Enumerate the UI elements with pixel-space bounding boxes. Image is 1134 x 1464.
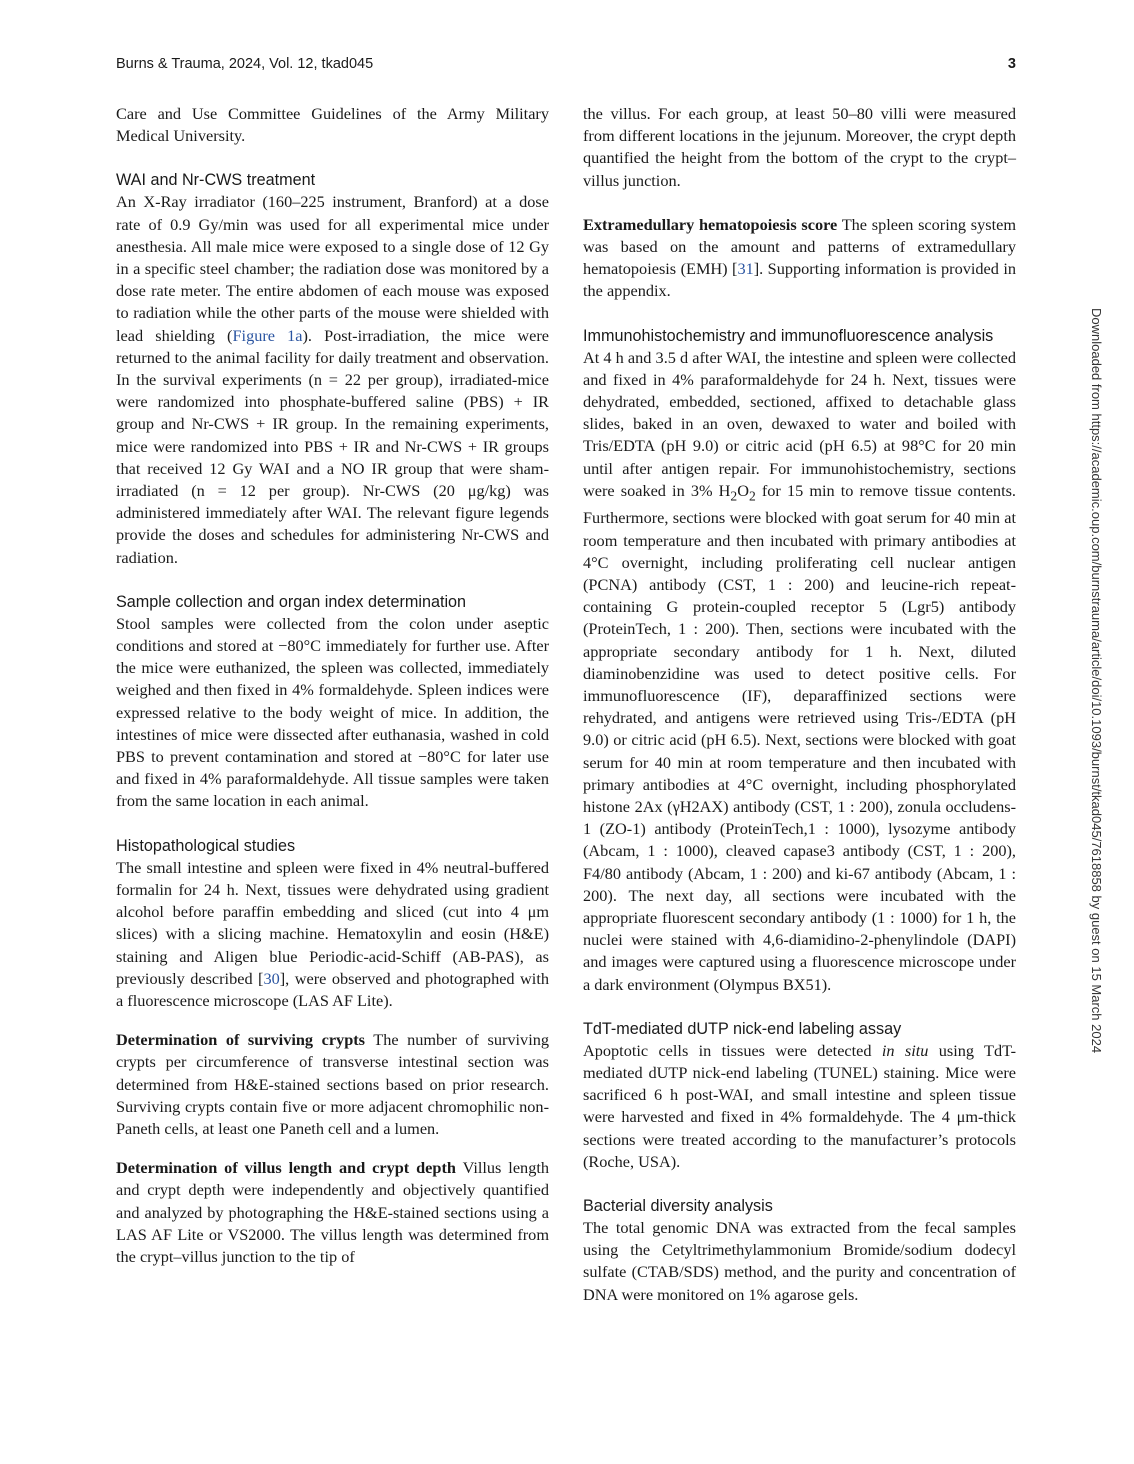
running-header <box>116 56 1016 78</box>
right-column <box>583 103 1016 1306</box>
reference-link[interactable]: 31 <box>737 259 754 279</box>
villus-paragraph <box>116 1157 549 1268</box>
tunel-paragraph <box>583 1040 1016 1173</box>
page-number: 3 <box>1007 56 1016 72</box>
subscript: 2 <box>730 488 738 504</box>
emh-text-1: The spleen scoring system was based on the amount and patterns of extramedullary hematopoiesis (EMH) [ <box>583 214 1016 279</box>
villus-title: Determination of villus length and crypt depth <box>116 1158 456 1178</box>
intro-continuation: Care and Use Committee Guidelines of the Army Military Medical University. <box>116 104 549 146</box>
subscript: 2 <box>748 488 756 504</box>
crypts-title: Determination of surviving crypts <box>116 1030 366 1050</box>
villus-continuation: the villus. For each group, at least 50–80 villi were measured from different locations in the jejunum. Moreover, the crypt depth quantified the height from the bottom of the crypt to the crypt–villus junction. <box>583 104 1016 190</box>
figure-link[interactable]: Figure 1a <box>232 325 303 345</box>
histo-text-2: ], were observed and photographed with a fluorescence microscope (LAS AF Lite). <box>116 968 549 1010</box>
ihc-text-o: O <box>737 480 749 500</box>
bacterial-paragraph: The total genomic DNA was extracted from the fecal samples using the Cetyltrimethylammonium Bromide/sodium dodecyl sulfate (CTAB/SDS) method, and the purity and concentration of DNA were monitored on 1% agarose gels. <box>583 1217 1016 1304</box>
left-column <box>116 103 549 1268</box>
sample-paragraph: Stool samples were collected from the colon under aseptic conditions and stored at −80°C immediately for further use. After the mice were euthanized, the spleen was collected, immediately weighed and then fixed in 4% formaldehyde. Spleen indices were expressed relative to the body weight of mice. In addition, the intestines of mice were dissected after euthanasia, washed in cold PBS to prevent contamination and stored at −80°C for later use and fixed in 4% paraformaldehyde. All tissue samples were taken from the same location in each animal. <box>116 613 549 811</box>
section-heading-bacterial: Bacterial diversity analysis <box>583 1196 773 1215</box>
histo-text-1: The small intestine and spleen were fixed in 4% neutral-buffered formalin for 24 h. Next, tissues were dehydrated using gradient alcohol before paraffin embedding and sliced (cut into 4 μm slices) with a slicing machine. Hematoxylin and eosin (H&E) staining and Aligen blue Periodic-acid-Schiff (AB-PAS), as previously described [ <box>116 857 549 988</box>
in-situ: in situ <box>881 1040 929 1060</box>
ihc-text-1: At 4 h and 3.5 d after WAI, the intestine and spleen were collected and fixed in 4% paraformaldehyde for 24 h. Next, tissues were dehydrated, embedded, sectioned, affixed to detachable glass slides, baked in an oven, dewaxed to water and boiled with Tris/EDTA (pH 9.0) or citric acid (pH 6.5) at 98°C for 20 min until after antigen repair. For immunohistochemistry, sections were soaked in 3% H <box>583 347 1016 500</box>
crypts-text: The number of surviving crypts per circumference of transverse intestinal section was determined from H&E-stained sections based on prior research. Surviving crypts contain five or more adjacent chromophilic non-Paneth cells, at least one Paneth cell and a lumen. <box>116 1030 549 1138</box>
tunel-text-2: using TdT-mediated dUTP nick-end labeling (TUNEL) staining. Mice were sacrificed 6 h post-WAI, and small intestine and spleen tissue were harvested and fixed in 4% formaldehyde. The 4 μm-thick sections were treated according to the manufacturer’s protocols (Roche, USA). <box>583 1040 1016 1171</box>
wai-text-2: ). Post-irradiation, the mice were returned to the animal facility for daily treatment and observation. In the survival experiments (n = 22 per group), irradiated-mice were randomized into phosphate-buffered saline (PBS) + IR group and Nr-CWS + IR group. In the remaining experiments, mice were randomized into PBS + IR and Nr-CWS + IR groups that received 12 Gy WAI and a NO IR group that were sham-irradiated (n = 12 per group). Nr-CWS (20 μg/kg) was administered immediately after WAI. The relevant figure legends provide the doses and schedules for administering Nr-CWS and radiation. <box>116 325 549 567</box>
section-heading-histo: Histopathological studies <box>116 836 296 855</box>
download-watermark <box>1087 308 1107 1158</box>
emh-text-2: ]. Supporting information is provided in the appendix. <box>583 259 1016 301</box>
wai-paragraph <box>116 191 549 568</box>
wai-text-1: An X-Ray irradiator (160–225 instrument, Branford) at a dose rate of 0.9 Gy/min was used for all experimental mice under anesthesia. All male mice were exposed to a single dose of 12 Gy in a specific steel chamber; the radiation dose was monitored by a dose rate meter. The entire abdomen of each mouse was exposed to radiation while the other parts of the mouse were shielded with lead shielding ( <box>116 192 549 345</box>
section-heading-wai: WAI and Nr-CWS treatment <box>116 171 316 190</box>
download-note: Downloaded from https://academic.oup.com/burnstrauma/article/doi/10.1093/burnst/tkad045/7618858 by guest on 15 March 2024 <box>1089 308 1104 1054</box>
section-heading-tunel: TdT-mediated dUTP nick-end labeling assay <box>583 1019 902 1038</box>
reference-link[interactable]: 30 <box>263 968 280 988</box>
emh-paragraph <box>583 214 1016 303</box>
crypts-paragraph <box>116 1029 549 1140</box>
histo-paragraph <box>116 857 549 1012</box>
tunel-text-1: Apoptotic cells in tissues were detected <box>583 1040 882 1060</box>
section-heading-ihc: Immunohistochemistry and immunofluorescence analysis <box>583 326 994 345</box>
journal-citation: Burns & Trauma, 2024, Vol. 12, tkad045 <box>116 56 374 72</box>
section-heading-sample: Sample collection and organ index determination <box>116 592 467 611</box>
emh-title: Extramedullary hematopoiesis score <box>583 214 838 234</box>
villus-text: Villus length and crypt depth were independently and objectively quantified and analyzed by photographing the H&E-stained sections using a LAS AF Lite or VS2000. The villus length was determined from the crypt–villus junction to the tip of <box>116 1158 549 1266</box>
ihc-text-2: for 15 min to remove tissue contents. Furthermore, sections were blocked with goat serum for 40 min at room temperature and then incubated with primary antibodies at 4°C overnight, including proliferating cell nuclear antigen (PCNA) antibody (CST, 1 : 200) and leucine-rich repeat-containing G protein-coupled receptor 5 (Lgr5) antibody (ProteinTech, 1 : 200). Then, sections were incubated with the appropriate secondary antibody for 1 h. Next, diluted diaminobenzidine was used to detect positive cells. For immunofluorescence (IF), deparaffinized sections were rehydrated, and antigens were retrieved using Tris-/EDTA (pH 9.0) or citric acid (pH 6.5). Next, sections were blocked with goat serum for 40 min at room temperature and then incubated with primary antibodies at 4°C overnight, including phosphorylated histone 2Ax (γH2AX) antibody (CST, 1 : 200), zonula occludens-1 (ZO-1) antibody (ProteinTech,1 : 1000), lysozyme antibody (Abcam, 1 : 1000), cleaved capase3 antibody (CST, 1 : 200), F4/80 antibody (Abcam, 1 : 200) and ki-67 antibody (Abcam, 1 : 200). The next day, all sections were incubated with the appropriate fluorescent secondary antibody (1 : 1000) for 1 h, the nuclei were stained with 4,6-diamidino-2-phenylindole (DAPI) and images were captured using a fluorescence microscope under a dark environment (Olympus BX51). <box>583 480 1017 994</box>
ihc-paragraph <box>583 347 1016 996</box>
